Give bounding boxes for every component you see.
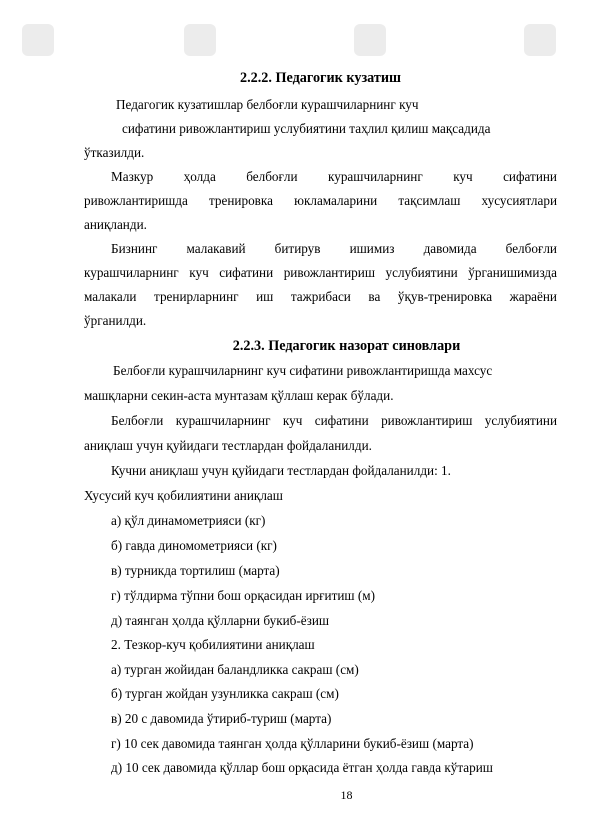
watermark-icon bbox=[18, 20, 58, 60]
paragraph-line: ривожлантиришда тренировка юкламаларини тақсимлаш хусусиятлари bbox=[84, 193, 557, 208]
paragraph-line: аниқлаш учун қуйидаги тестлардан фойдаланилди. bbox=[84, 438, 372, 453]
paragraph-line: Мазкур ҳолда белбоғли курашчиларнинг куч сифатини bbox=[111, 169, 557, 184]
paragraph-line: Белбоғли курашчиларнинг куч сифатини ривожлантириш услубиятини bbox=[111, 413, 557, 428]
paragraph-line: Белбоғли курашчиларнинг куч сифатини ривожлантиришда махсус bbox=[113, 363, 493, 378]
paragraph-line: Кучни аниқлаш учун қуйидаги тестлардан фойдаланилди: 1. bbox=[111, 463, 451, 478]
list-item: д) 10 сек давомида қўллар бош орқасида ётган ҳолда гавда кўтариш bbox=[111, 760, 493, 775]
paragraph-line: машқларни секин-аста мунтазам қўллаш керак бўлади. bbox=[84, 388, 394, 403]
paragraph-line: малакали тренирларнинг иш тажрибаси ва ўқув-тренировка жараёни bbox=[84, 289, 557, 304]
list-item: а) қўл динамометрияси (кг) bbox=[111, 513, 266, 528]
paragraph-line: курашчиларнинг куч сифатини ривожлантириш услубиятини ўрганишимизда bbox=[84, 265, 557, 280]
list-item: г) тўлдирма тўпни бош орқасидан ирғитиш (м) bbox=[111, 588, 375, 603]
watermark-icon bbox=[520, 20, 560, 60]
list-item: в) турникда тортилиш (марта) bbox=[111, 563, 280, 578]
paragraph-line: сифатини ривожлантириш услубиятини таҳлил қилиш мақсадида bbox=[122, 121, 491, 136]
list-item: г) 10 сек давомида таянган ҳолда қўлларини букиб-ёзиш (марта) bbox=[111, 736, 474, 751]
list-item: б) гавда диномометрияси (кг) bbox=[111, 538, 277, 553]
paragraph-line: ўтказилди. bbox=[84, 145, 145, 160]
paragraph-line: аниқланди. bbox=[84, 217, 147, 232]
section-heading-2-2-2: 2.2.2. Педагогик кузатиш bbox=[239, 70, 402, 86]
paragraph-line: Хусусий куч қобилиятини аниқлаш bbox=[84, 488, 283, 503]
section-heading-2-2-3: 2.2.3. Педагогик назорат синовлари bbox=[232, 338, 461, 354]
page-number: 18 bbox=[340, 788, 353, 802]
paragraph-line: ўрганилди. bbox=[84, 313, 147, 328]
paragraph-line: Бизнинг малакавий битирув ишимиз давомида белбоғли bbox=[111, 241, 557, 256]
paragraph-line: Педагогик кузатишлар белбоғли курашчиларнинг куч bbox=[116, 97, 419, 112]
list-title: 2. Тезкор-куч қобилиятини аниқлаш bbox=[111, 637, 315, 652]
list-item: а) турган жойидан баландликка сакраш (см) bbox=[111, 662, 359, 677]
list-item: д) таянган ҳолда қўлларни букиб-ёзиш bbox=[111, 613, 330, 628]
list-item: б) турган жойдан узунликка сакраш (см) bbox=[111, 686, 339, 701]
list-item: в) 20 с давомида ўтириб-туриш (марта) bbox=[111, 711, 332, 726]
watermark-icon bbox=[180, 20, 220, 60]
watermark-icon bbox=[350, 20, 390, 60]
